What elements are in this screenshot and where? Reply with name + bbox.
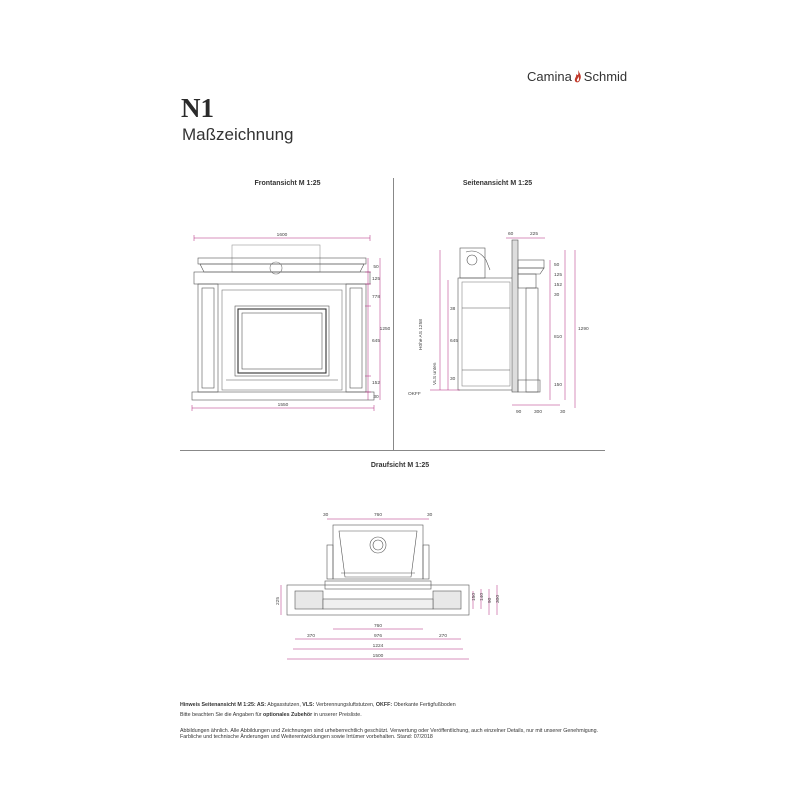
side-dim-ri-1: 125: [554, 273, 563, 278]
side-dim-ri-0: 50: [554, 263, 560, 268]
footnotes: [180, 700, 598, 742]
note-2-a: Bitte beachten Sie die Angaben für: [180, 712, 264, 718]
note-line-1: [180, 700, 598, 710]
note-1-b-bold: VLS:: [302, 702, 315, 708]
side-dim-ri-2: 152: [554, 283, 563, 288]
note-1-b: Verbrennungsluftstutzen,: [314, 702, 376, 708]
side-dim-left-1: 38: [450, 307, 456, 312]
top-dim-left: 225: [276, 596, 281, 605]
top-dim-top-2: 30: [427, 513, 433, 518]
side-dim-left-3: VLS unten: [433, 362, 438, 385]
front-dim-right-0: 50: [373, 265, 379, 270]
top-dim-bottom-5: 1500: [372, 654, 384, 659]
top-dim-top-0: 30: [323, 513, 329, 518]
flame-icon: [574, 70, 582, 84]
front-dim-right-5: 152: [371, 381, 381, 386]
side-dim-left-4: 30: [450, 377, 456, 382]
front-dim-bottom: 1550: [277, 403, 289, 408]
note-1-c-bold: OKFF:: [375, 702, 393, 708]
page-title: N1: [181, 93, 214, 123]
top-dim-top-1: 760: [373, 513, 383, 518]
brand-logo: [527, 69, 627, 84]
front-dim-right-2: 778: [371, 295, 381, 300]
vertical-divider: [393, 178, 394, 450]
side-dim-ri-5: 150: [554, 383, 563, 388]
top-dim-bottom-2: 976: [373, 634, 383, 639]
side-dim-left-5: OKFF: [408, 392, 421, 397]
side-dim-ri-4: 810: [554, 335, 563, 340]
side-dim-bottom-0: 90: [516, 410, 522, 415]
side-view-label: Seitenansicht M 1:25: [462, 180, 533, 187]
note-1-c: Oberkante Fertigfußboden: [392, 702, 456, 708]
front-dim-right-6: 30: [373, 395, 379, 400]
side-dim-bottom-2: 30: [560, 410, 566, 415]
note-2-c: in unserer Preisliste.: [312, 712, 362, 718]
top-dim-right-2: 90: [488, 597, 493, 603]
note-line-4: Farbliche und technische Änderungen und Weiterentwicklungen sowie Irrtümer vorbehalten. Stand: 07/2018: [180, 734, 433, 740]
top-dim-right-3: 300: [496, 594, 501, 603]
brand-name-left: Camina: [527, 69, 572, 84]
top-dim-right-0: 150: [472, 592, 477, 601]
side-dim-top-0: 60: [508, 232, 514, 237]
brand-name-right: Schmid: [583, 69, 628, 84]
note-1-bold: Hinweis Seitenansicht M 1:25: AS:: [180, 702, 267, 708]
front-dim-right-3: 1250: [379, 327, 390, 332]
note-line-2: [180, 710, 598, 720]
note-2-bold: optionales Zubehör: [263, 712, 313, 718]
side-dim-outer: 1290: [578, 327, 589, 332]
page-subtitle: Maßzeichnung: [182, 125, 294, 144]
side-view-drawing: [400, 220, 595, 420]
top-view-label: Draufsicht M 1:25: [370, 462, 430, 469]
top-dim-bottom-1: 370: [306, 634, 316, 639]
top-dim-bottom-3: 270: [438, 634, 448, 639]
top-dim-bottom-0: 760: [373, 624, 383, 629]
front-dim-right-1: 125: [371, 277, 381, 282]
front-view-drawing: [180, 220, 390, 420]
front-dim-right-4: 645: [371, 339, 381, 344]
horizontal-divider: [180, 450, 605, 451]
top-dim-bottom-4: 1224: [372, 644, 384, 649]
note-1-a: Abgasstutzen,: [266, 702, 303, 708]
side-dim-bottom-1: 300: [534, 410, 543, 415]
top-view-drawing: [275, 505, 515, 670]
side-dim-ri-3: 30: [554, 293, 560, 298]
front-dim-top: 1600: [276, 233, 288, 238]
front-view-label: Frontansicht M 1:25: [254, 180, 321, 187]
top-dim-right-1: 140: [480, 592, 485, 601]
side-dim-left-2: 645: [450, 339, 459, 344]
side-dim-left-0: Höhe AS 1258: [419, 319, 424, 350]
note-line-3: Abbildungen ähnlich. Alle Abbildungen und Zeichnungen sind urheberrechtlich geschützt. Verwertung oder Veröffentlichung, auch einzelner Details, nur mit unserer Genehmigung.: [180, 728, 599, 734]
side-dim-top-1: 225: [530, 232, 539, 237]
